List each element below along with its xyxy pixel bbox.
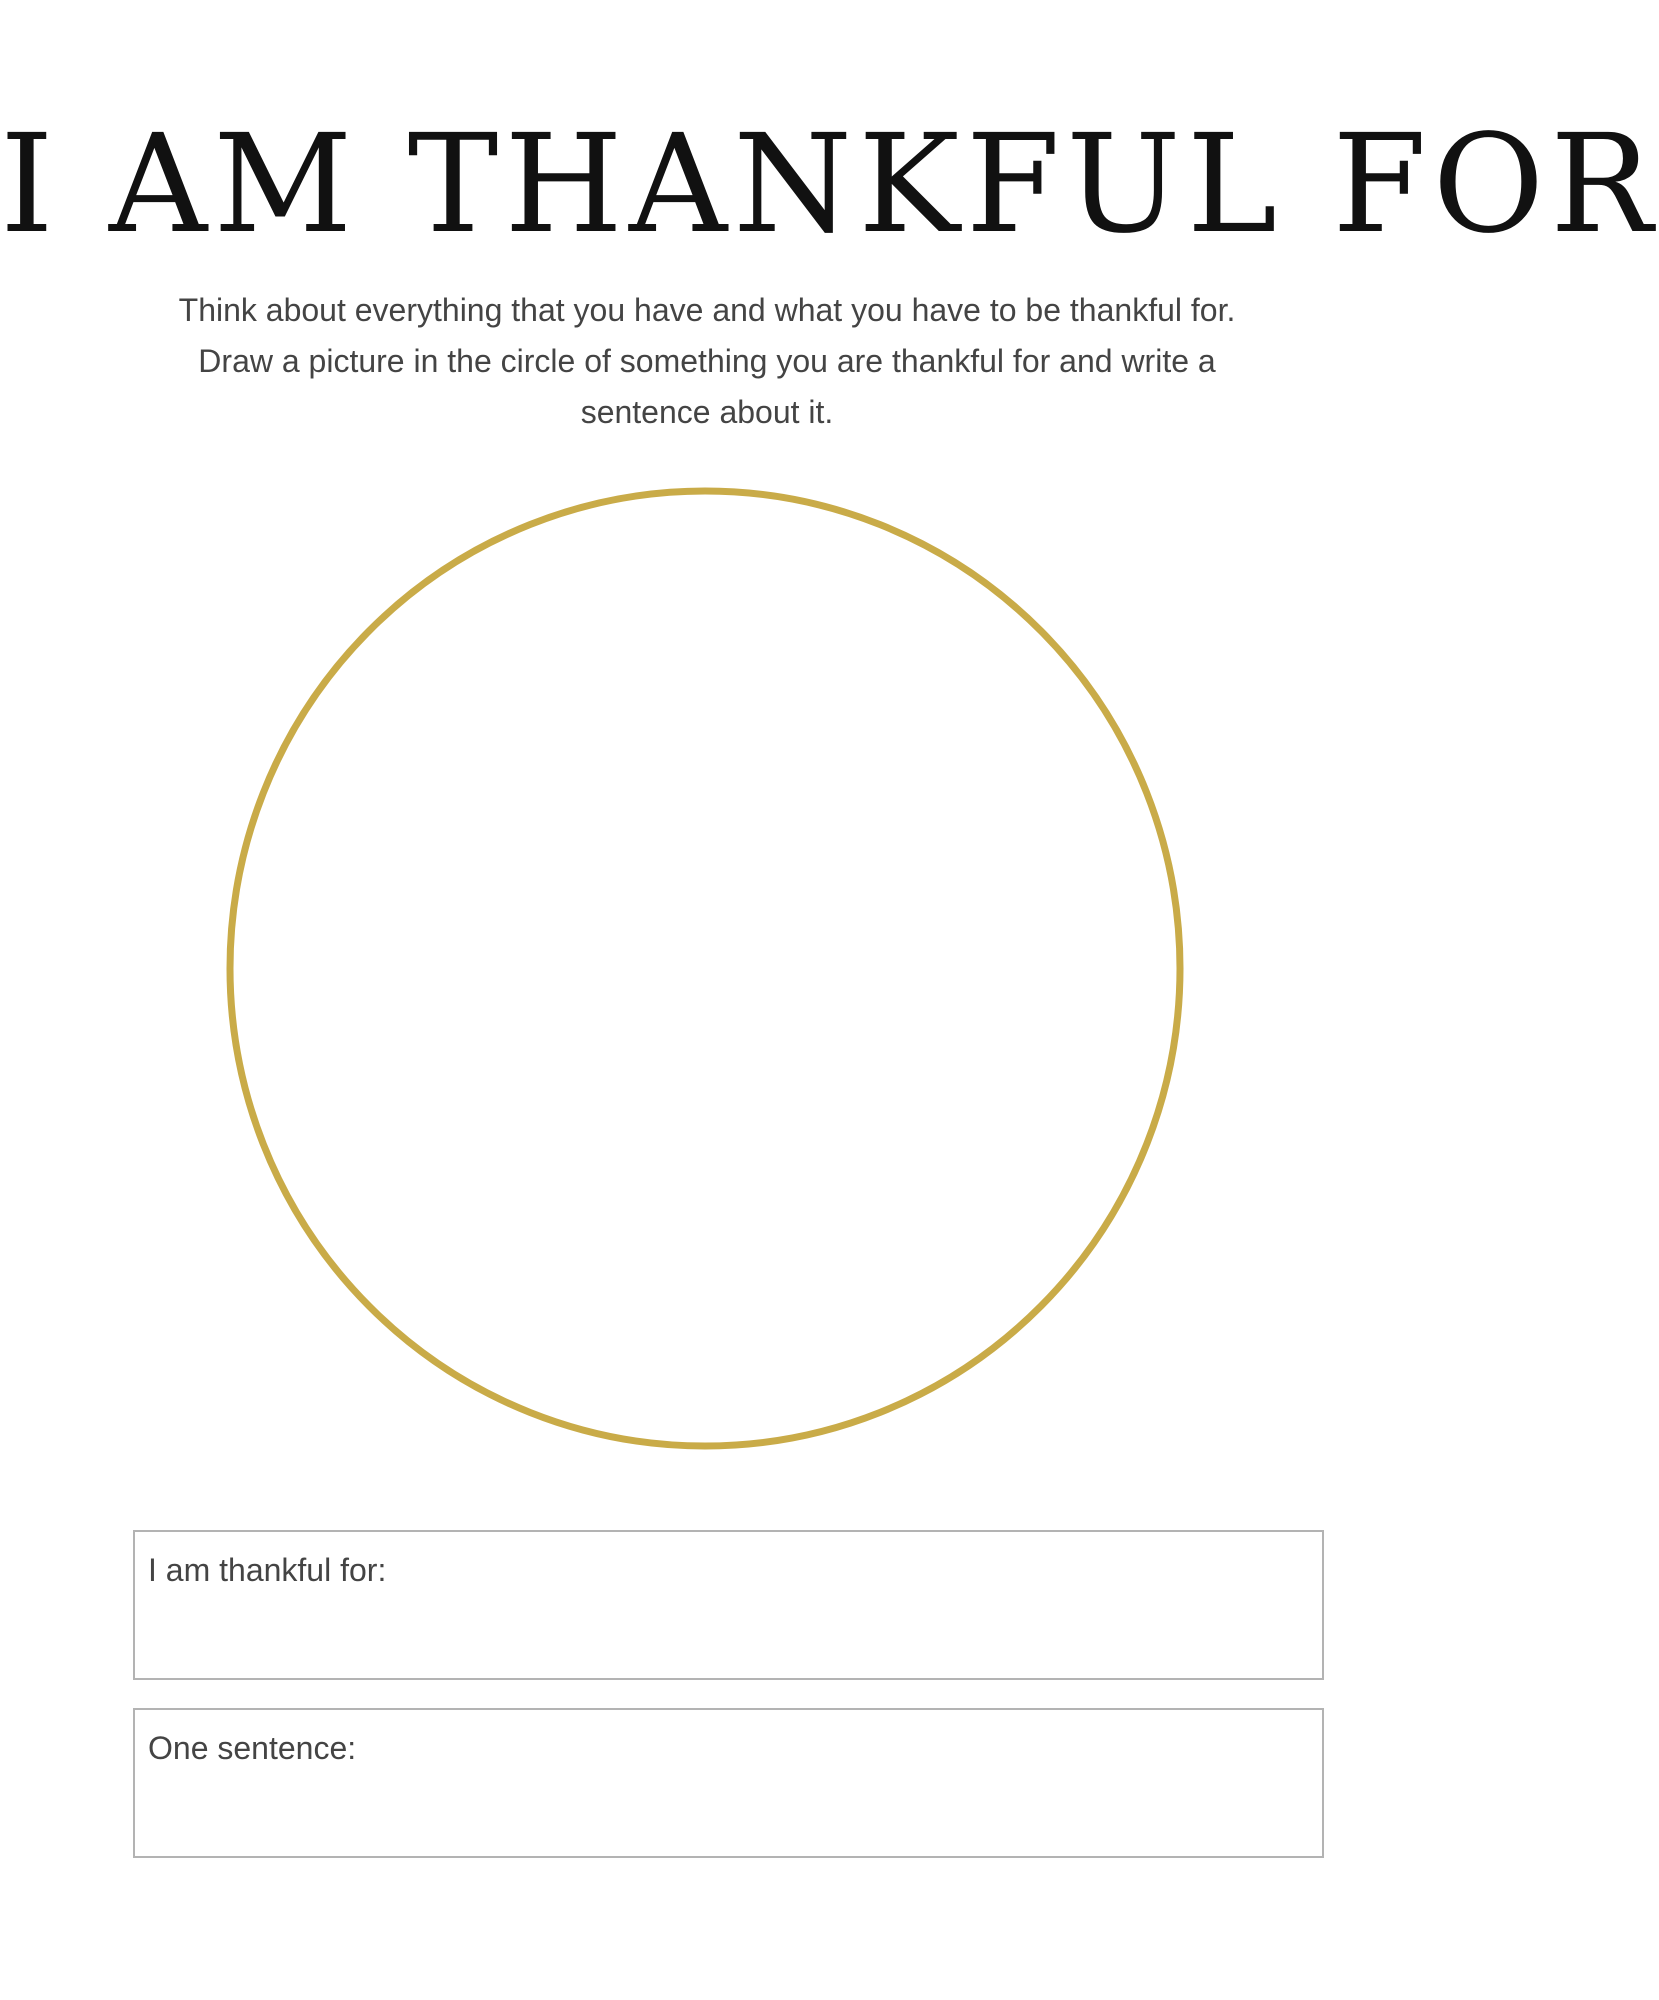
thankful-for-label: I am thankful for: [148, 1552, 387, 1588]
one-sentence-box[interactable] [133, 1708, 1324, 1858]
page-title: I AM THANKFUL FOR [0, 106, 1659, 264]
drawing-circle[interactable] [225, 486, 1185, 1451]
one-sentence-label: One sentence: [148, 1730, 357, 1766]
thankful-for-box[interactable] [133, 1530, 1324, 1680]
instructions-text: Think about everything that you have and what you have to be thankful for. Draw a picture in the circle of something you are thankful for and write a sentence about it. [178, 292, 1236, 430]
drawing-circle-outline [230, 491, 1180, 1446]
